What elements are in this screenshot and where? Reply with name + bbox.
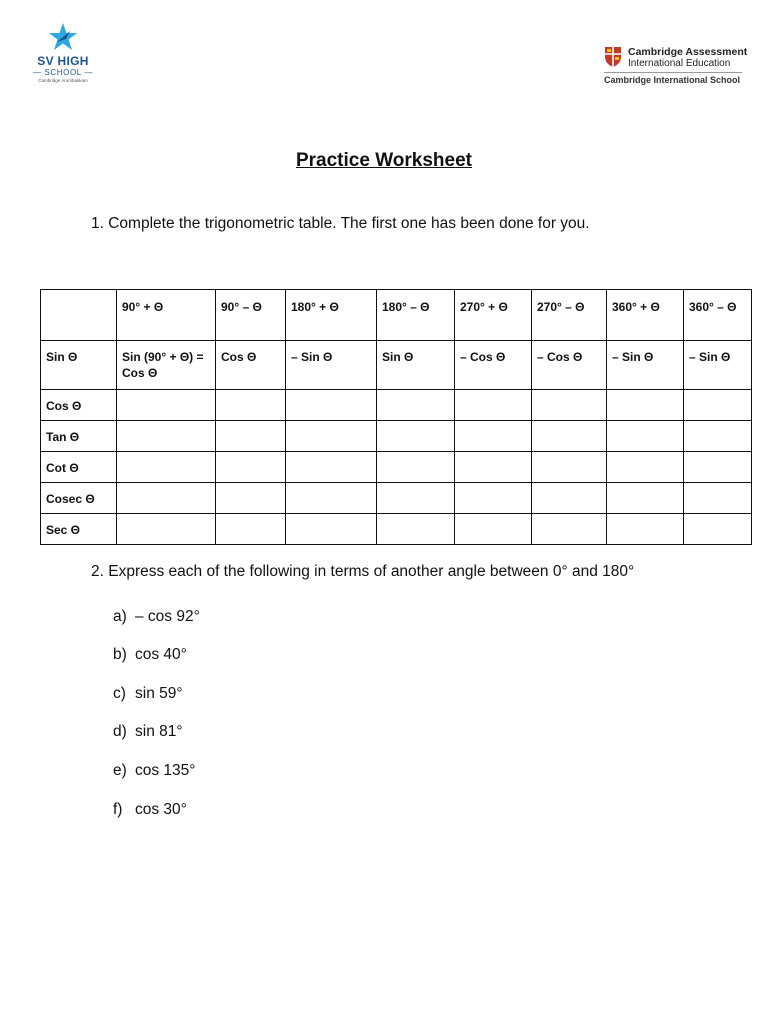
table-row <box>41 483 752 514</box>
table-cell: – Sin Θ <box>684 341 752 390</box>
subquestion-text: cos 30° <box>135 801 187 818</box>
answer-cell[interactable] <box>684 452 752 483</box>
table-header-cell: 270° – Θ <box>532 290 607 341</box>
subquestion-d <box>113 723 183 741</box>
school-logo <box>28 22 98 86</box>
table-header-cell: 360° + Θ <box>607 290 684 341</box>
answer-cell[interactable] <box>216 421 286 452</box>
answer-cell[interactable] <box>455 452 532 483</box>
subquestion-c <box>113 685 183 703</box>
subquestion-label: f) <box>113 801 123 818</box>
table-header-cell: 180° – Θ <box>377 290 455 341</box>
cambridge-line2: International Education <box>628 58 731 69</box>
answer-cell[interactable] <box>286 514 377 545</box>
table-row <box>41 341 752 390</box>
answer-cell[interactable] <box>117 483 216 514</box>
subquestion-text: sin 81° <box>135 723 183 740</box>
answer-cell[interactable] <box>455 483 532 514</box>
answer-cell[interactable] <box>286 390 377 421</box>
subquestion-text: sin 59° <box>135 685 183 702</box>
answer-cell[interactable] <box>684 483 752 514</box>
table-header-cell: 270° + Θ <box>455 290 532 341</box>
row-label-cell: Cos Θ <box>41 390 117 421</box>
table-cell: Cos Θ <box>216 341 286 390</box>
subquestion-label: a) <box>113 608 127 625</box>
row-label-cell: Sec Θ <box>41 514 117 545</box>
shield-icon <box>604 46 622 68</box>
table-header-cell: 90° + Θ <box>117 290 216 341</box>
cambridge-line1: Cambridge Assessment <box>628 46 748 58</box>
subquestion-text: cos 40° <box>135 646 187 663</box>
table-cell: Sin (90° + Θ) = Cos Θ <box>117 341 216 390</box>
school-location: Cambridge Arumbakkam <box>38 78 88 83</box>
answer-cell[interactable] <box>532 390 607 421</box>
table-header-cell <box>41 290 117 341</box>
answer-cell[interactable] <box>377 483 455 514</box>
table-cell: – Sin Θ <box>286 341 377 390</box>
table-cell: Sin Θ <box>377 341 455 390</box>
table-header-row <box>41 290 752 341</box>
answer-cell[interactable] <box>377 514 455 545</box>
page-title: Practice Worksheet <box>295 150 472 171</box>
answer-cell[interactable] <box>607 452 684 483</box>
answer-cell[interactable] <box>684 421 752 452</box>
answer-cell[interactable] <box>117 452 216 483</box>
table-row <box>41 390 752 421</box>
answer-cell[interactable] <box>684 514 752 545</box>
subquestion-e <box>113 762 196 780</box>
answer-cell[interactable] <box>216 452 286 483</box>
table-row <box>41 421 752 452</box>
row-label-cell: Sin Θ <box>41 341 117 390</box>
answer-cell[interactable] <box>455 390 532 421</box>
subquestion-label: c) <box>113 685 126 702</box>
answer-cell[interactable] <box>455 421 532 452</box>
question-1: 1. Complete the trigonometric table. The first one has been done for you. <box>91 215 590 232</box>
answer-cell[interactable] <box>117 390 216 421</box>
subquestion-label: b) <box>113 646 127 663</box>
answer-cell[interactable] <box>377 421 455 452</box>
answer-cell[interactable] <box>607 421 684 452</box>
answer-cell[interactable] <box>607 390 684 421</box>
table-header-cell: 360° – Θ <box>684 290 752 341</box>
table-cell: – Cos Θ <box>532 341 607 390</box>
subquestion-b <box>113 646 187 664</box>
subquestion-text: – cos 92° <box>135 608 200 625</box>
answer-cell[interactable] <box>286 483 377 514</box>
answer-cell[interactable] <box>117 421 216 452</box>
answer-cell[interactable] <box>532 421 607 452</box>
answer-cell[interactable] <box>607 483 684 514</box>
subquestion-a <box>113 608 200 626</box>
table-header-cell: 180° + Θ <box>286 290 377 341</box>
row-label-cell: Cosec Θ <box>41 483 117 514</box>
school-subtitle: — SCHOOL — <box>33 68 93 77</box>
answer-cell[interactable] <box>532 452 607 483</box>
logo-divider <box>604 72 742 73</box>
answer-cell[interactable] <box>216 390 286 421</box>
cambridge-logo <box>604 44 749 88</box>
answer-cell[interactable] <box>117 514 216 545</box>
cambridge-line3: Cambridge International School <box>604 75 741 85</box>
school-name: SV HIGH <box>37 54 89 68</box>
table-header-cell: 90° – Θ <box>216 290 286 341</box>
table-cell: – Cos Θ <box>455 341 532 390</box>
answer-cell[interactable] <box>216 483 286 514</box>
subquestion-f <box>113 801 187 819</box>
subquestion-label: e) <box>113 762 127 779</box>
answer-cell[interactable] <box>216 514 286 545</box>
row-label-cell: Tan Θ <box>41 421 117 452</box>
star-icon <box>48 22 78 52</box>
answer-cell[interactable] <box>532 514 607 545</box>
answer-cell[interactable] <box>684 390 752 421</box>
answer-cell[interactable] <box>455 514 532 545</box>
answer-cell[interactable] <box>532 483 607 514</box>
row-label-cell: Cot Θ <box>41 452 117 483</box>
subquestion-text: cos 135° <box>135 762 196 779</box>
answer-cell[interactable] <box>286 452 377 483</box>
answer-cell[interactable] <box>377 452 455 483</box>
trig-table <box>40 289 752 545</box>
subquestion-label: d) <box>113 723 127 740</box>
table-cell: – Sin Θ <box>607 341 684 390</box>
answer-cell[interactable] <box>377 390 455 421</box>
table-row <box>41 514 752 545</box>
answer-cell[interactable] <box>286 421 377 452</box>
question-2: 2. Express each of the following in terms of another angle between 0° and 180° <box>91 563 635 580</box>
answer-cell[interactable] <box>607 514 684 545</box>
table-row <box>41 452 752 483</box>
